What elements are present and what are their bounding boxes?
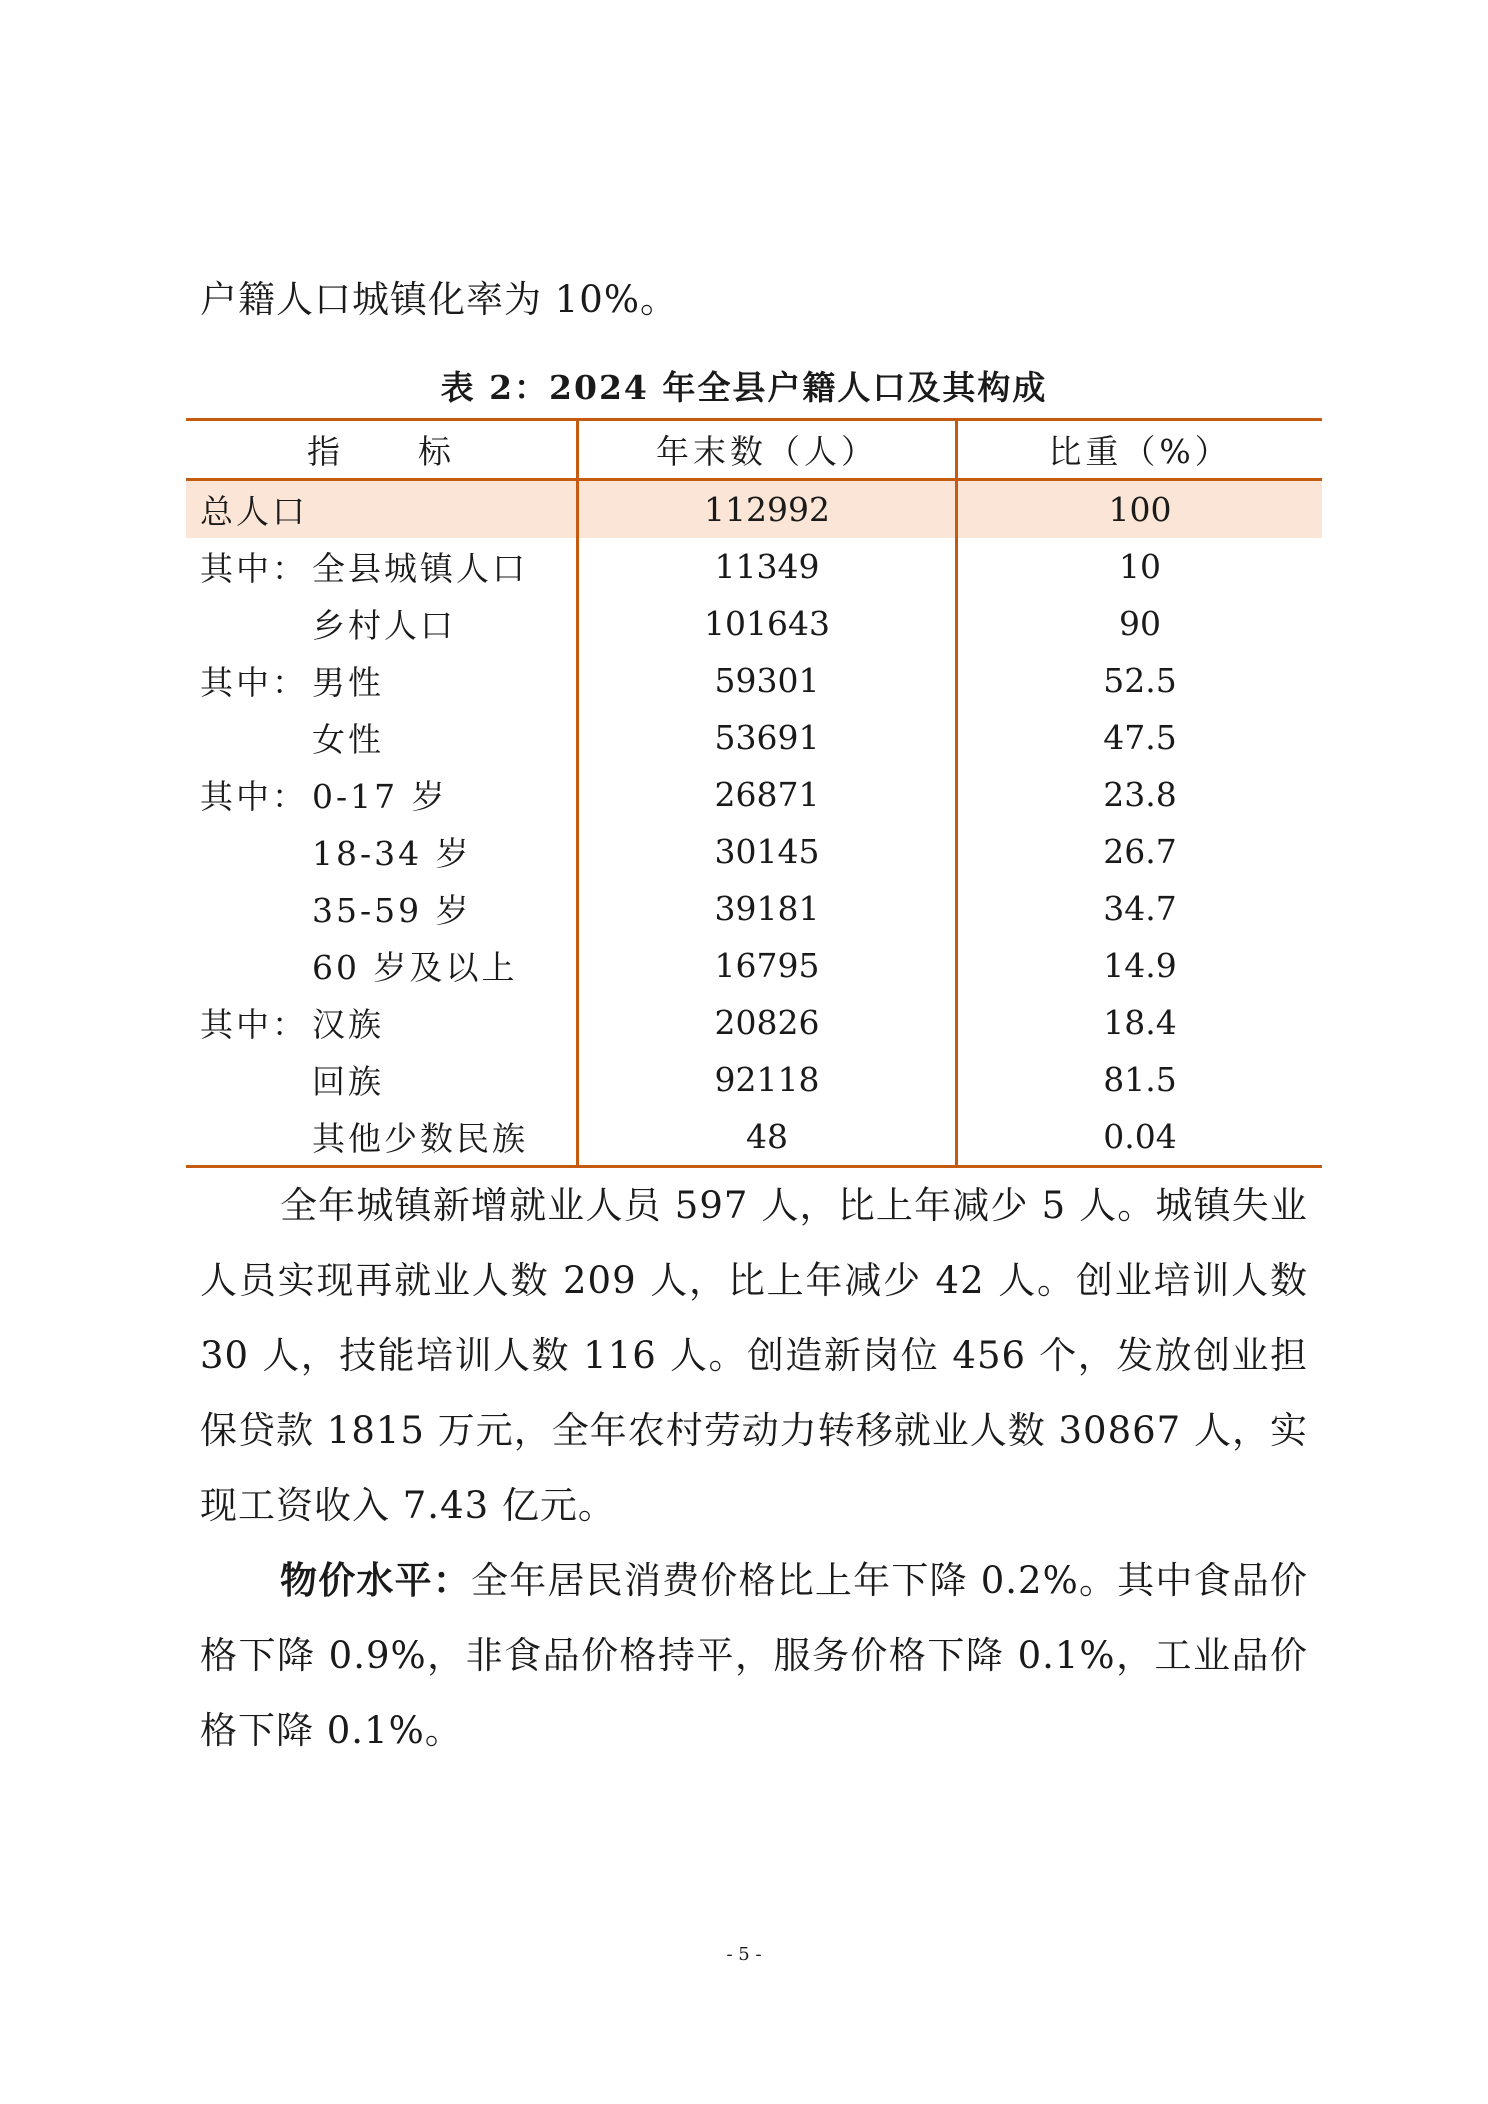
row-indicator — [186, 652, 578, 709]
table-row — [186, 994, 1322, 1051]
row-indicator — [186, 823, 578, 880]
employment-paragraph: 全年城镇新增就业人员 597 人，比上年减少 5 人。城镇失业人员实现再就业人数 209 人，比上年减少 42 人。创业培训人数 30 人，技能培训人数 116 人。创造新岗位 456 个，发放创业担保贷款 1815 万元，全年农村劳动力转移就业人数 30867 人，实现工资收入 7.43 亿元。 — [200, 1184, 1308, 1527]
population-table — [186, 418, 1322, 1168]
row-label: 乡村人口 — [312, 606, 456, 645]
row-share: 81.5 — [1103, 1060, 1177, 1099]
row-value: 53691 — [578, 709, 957, 766]
prices-paragraph — [200, 1543, 1308, 1768]
row-share: 90 — [1119, 604, 1161, 643]
table-header-row — [186, 420, 1322, 480]
row-indicator — [186, 480, 578, 539]
row-label: 回族 — [312, 1062, 384, 1101]
table-row — [186, 652, 1322, 709]
row-value: 101643 — [578, 595, 957, 652]
row-prefix: 其中： — [200, 777, 308, 816]
row-label: 18-34 岁 — [312, 834, 472, 873]
table-row — [186, 480, 1322, 539]
row-value: 26871 — [578, 766, 957, 823]
row-share: 100 — [957, 480, 1323, 539]
table-row — [186, 880, 1322, 937]
header-year-end-count: 年末数（人） — [578, 420, 957, 480]
row-share: 47.5 — [1103, 718, 1177, 757]
row-indicator — [186, 595, 578, 652]
row-indicator — [186, 1108, 578, 1167]
row-indicator — [186, 937, 578, 994]
table-row — [186, 766, 1322, 823]
header-indicator: 指 标 — [186, 420, 578, 480]
row-indicator — [186, 709, 578, 766]
page-number: - 5 - — [726, 1944, 762, 1965]
row-label: 女性 — [312, 720, 384, 759]
row-value: 16795 — [578, 937, 957, 994]
row-label: 60 岁及以上 — [312, 948, 518, 987]
row-value: 112992 — [578, 480, 957, 539]
row-indicator — [186, 994, 578, 1051]
row-value: 11349 — [578, 538, 957, 595]
table-row — [186, 709, 1322, 766]
row-prefix: 其中： — [200, 663, 308, 702]
prices-heading: 物价水平： — [280, 1558, 472, 1602]
row-value: 48 — [578, 1108, 957, 1167]
row-label: 其他少数民族 — [312, 1119, 528, 1158]
row-prefix: 其中： — [200, 1005, 308, 1044]
row-indicator — [186, 766, 578, 823]
row-label: 汉族 — [312, 1005, 384, 1044]
row-share: 14.9 — [1103, 946, 1177, 985]
row-share: 52.5 — [1103, 661, 1177, 700]
row-indicator — [186, 1051, 578, 1108]
row-indicator — [186, 880, 578, 937]
table-row — [186, 823, 1322, 880]
row-value: 30145 — [578, 823, 957, 880]
row-label: 全县城镇人口 — [312, 549, 528, 588]
row-prefix: 其中： — [200, 549, 308, 588]
table-row — [186, 1051, 1322, 1108]
row-indicator — [186, 538, 578, 595]
row-share: 23.8 — [1103, 775, 1177, 814]
header-share: 比重（%） — [957, 420, 1323, 480]
row-value: 92118 — [578, 1051, 957, 1108]
row-share: 0.04 — [957, 1108, 1323, 1167]
table-body — [186, 480, 1322, 1167]
intro-text: 户籍人口城镇化率为 10%。 — [200, 278, 678, 321]
row-share: 18.4 — [1103, 1003, 1177, 1042]
row-share: 34.7 — [1103, 889, 1177, 928]
row-value: 20826 — [578, 994, 957, 1051]
table-caption: 表 2：2024 年全县户籍人口及其构成 — [440, 368, 1048, 407]
row-label: 总人口 — [200, 492, 308, 531]
table-row — [186, 538, 1322, 595]
row-value: 39181 — [578, 880, 957, 937]
table-row — [186, 1108, 1322, 1167]
prices-text: 全年居民消费价格比上年下降 0.2%。其中食品价格下降 0.9%，非食品价格持平，服务价格下降 0.1%，工业品价格下降 0.1%。 — [200, 1559, 1308, 1752]
row-share: 10 — [1119, 547, 1161, 586]
row-share: 26.7 — [1103, 832, 1177, 871]
row-label: 35-59 岁 — [312, 891, 472, 930]
row-label: 0-17 岁 — [312, 777, 448, 816]
row-label: 男性 — [312, 663, 384, 702]
table-row — [186, 595, 1322, 652]
table-row — [186, 937, 1322, 994]
row-value: 59301 — [578, 652, 957, 709]
